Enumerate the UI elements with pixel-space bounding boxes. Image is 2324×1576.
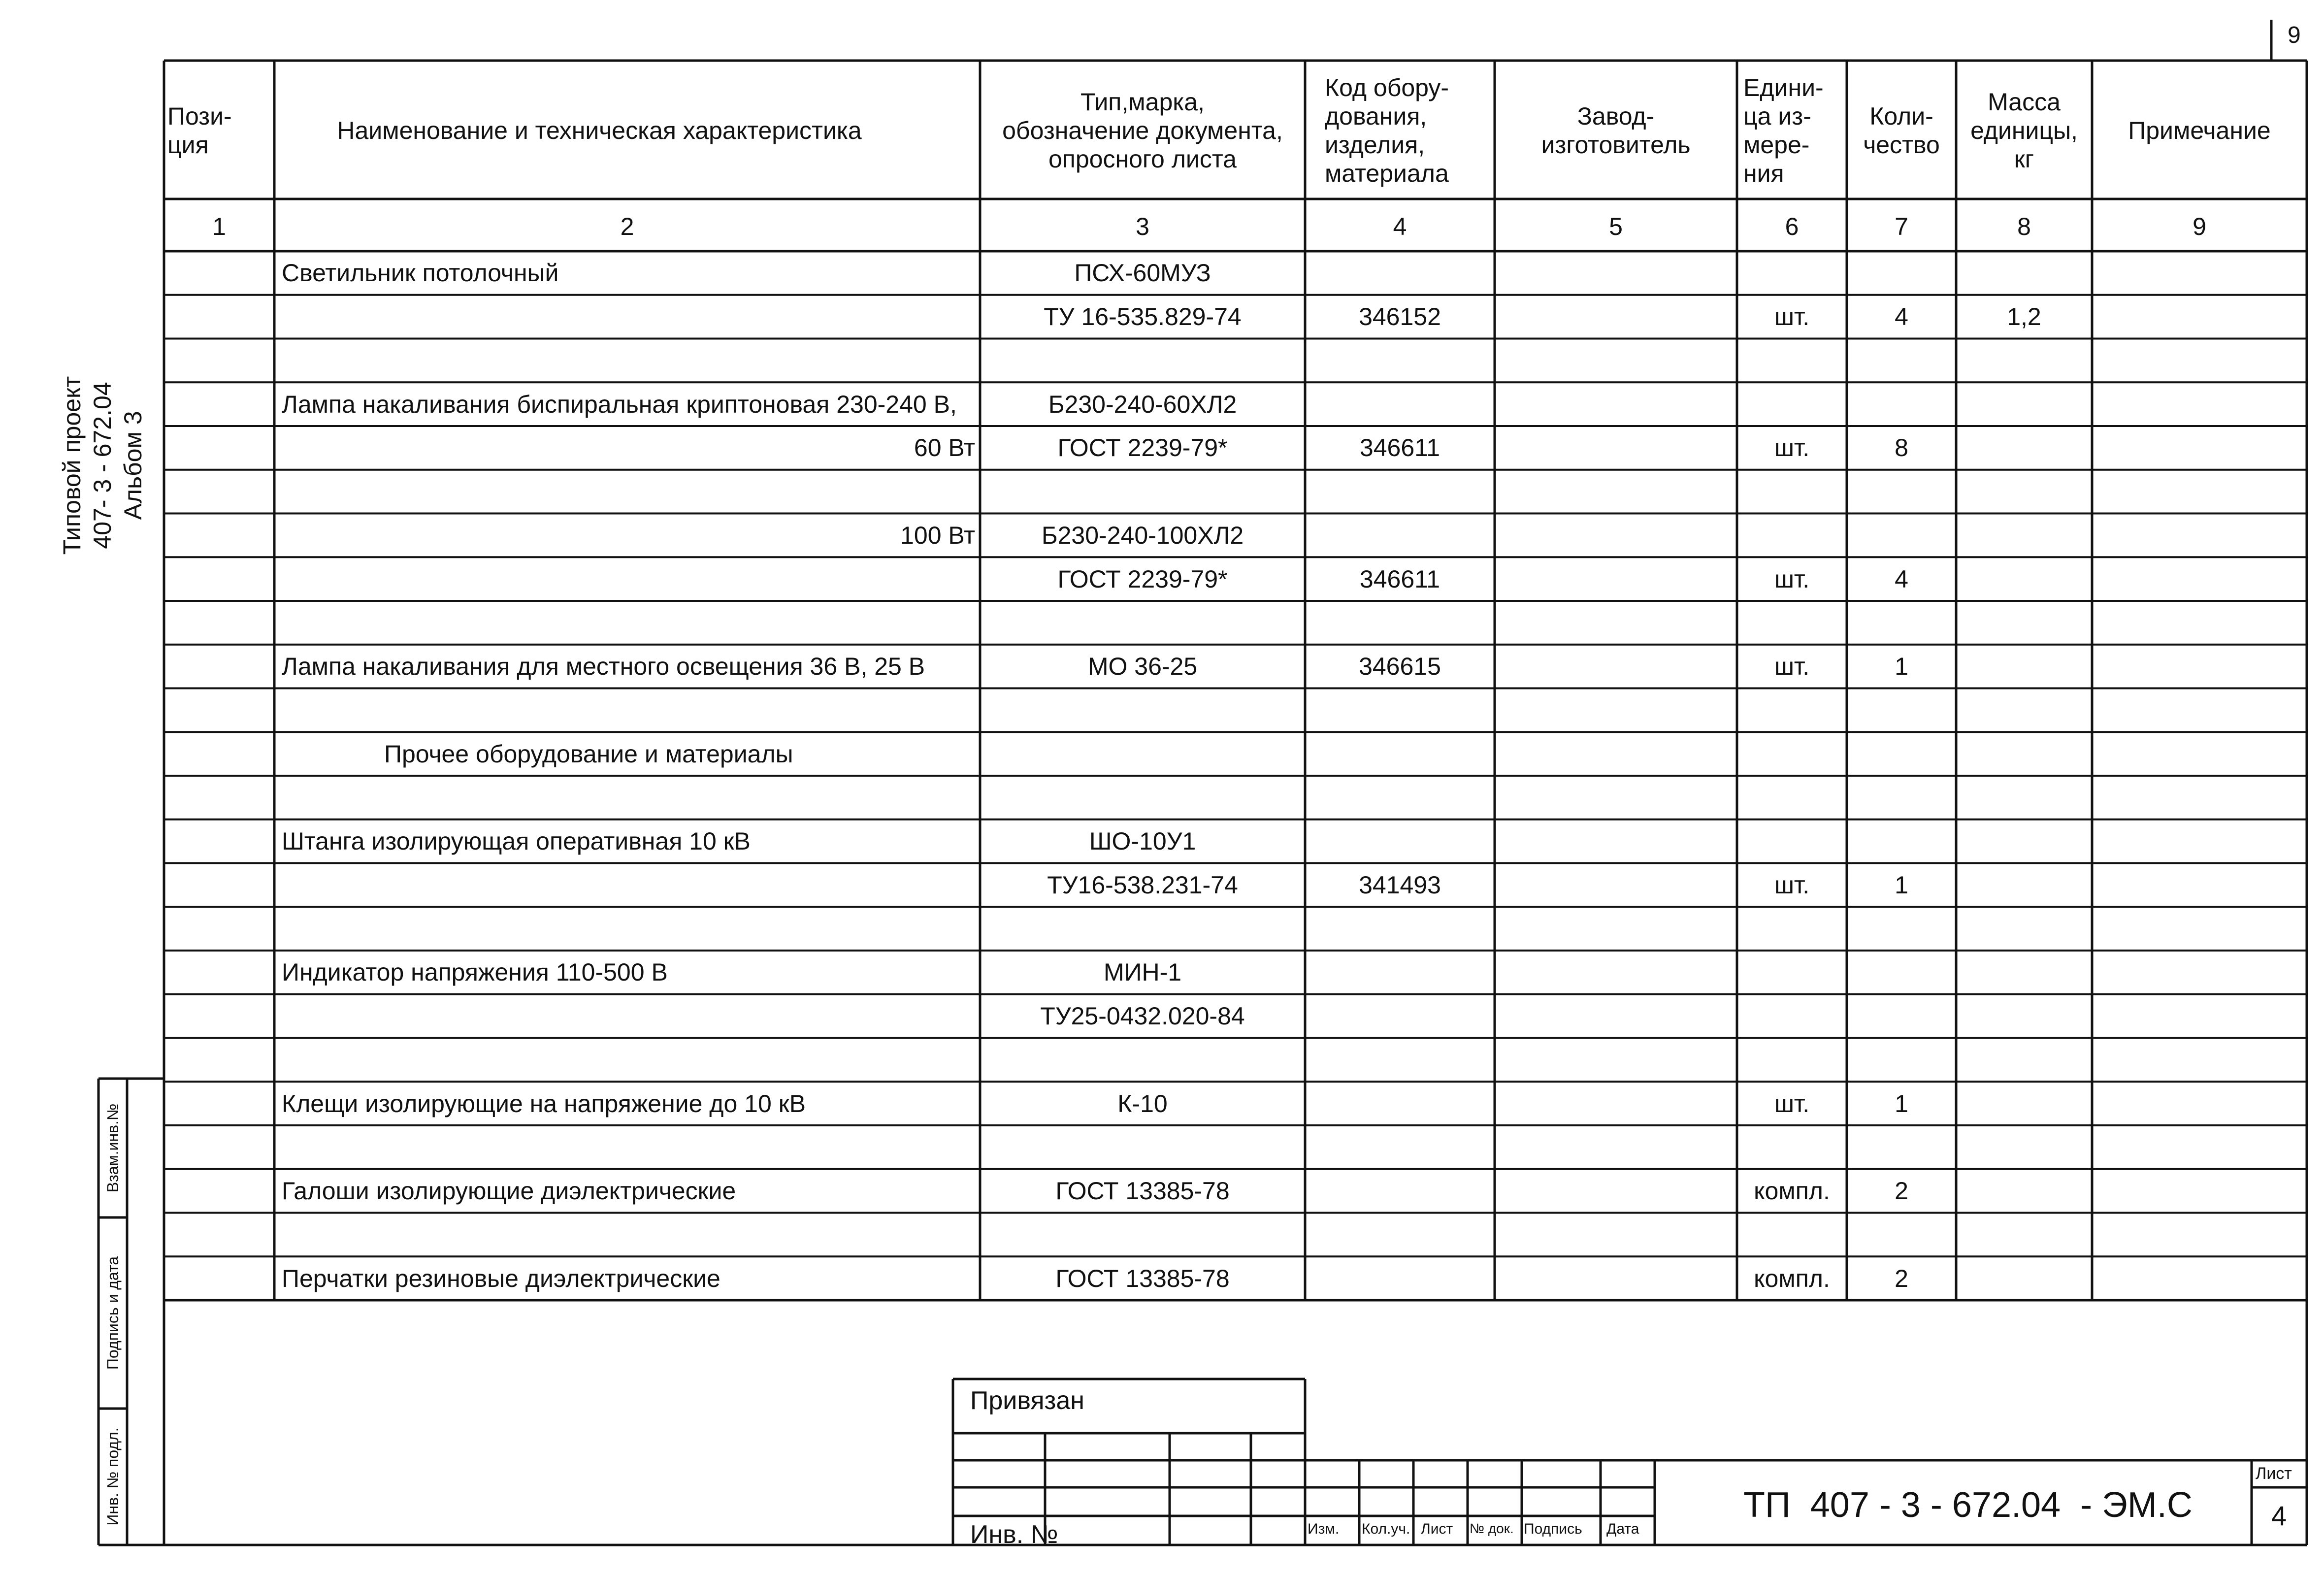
header-position: Пози- ция [167,102,232,159]
column-number: 5 [1609,213,1623,240]
item-qty [1847,514,1956,558]
item-qty: 1 [1895,653,1908,681]
item-code [1305,470,1495,514]
side-stamp-line2: 407- 3 - 672.04 [89,382,116,549]
item-mass [1956,339,2092,383]
item-mass [1956,426,2092,470]
item-mass [1956,1038,2092,1082]
item-type: МО 36-25 [1087,653,1198,681]
column-number: 6 [1785,213,1799,240]
item-type [980,1213,1305,1257]
item-code [1305,601,1495,645]
stamp-n-dok: № док. [1470,1521,1514,1536]
item-mass [1956,689,2092,732]
item-unit: компл. [1754,1264,1830,1292]
item-mass [1956,776,2092,820]
table-row [0,1213,2324,1257]
item-type [980,339,1305,383]
item-qty [1847,339,1956,383]
item-unit: шт. [1774,303,1810,331]
stamp-izm: Изм. [1308,1521,1340,1537]
item-unit [1737,994,1847,1038]
item-type [980,689,1305,732]
item-code: 346615 [1359,653,1441,681]
side-stamp-line1: Типовой проект [58,376,86,555]
item-code [1305,994,1495,1038]
item-type [980,1125,1305,1169]
item-mass [1956,1256,2092,1300]
item-name: Лампа накаливания для местного освещения 36 В, 25 В [282,653,925,681]
item-code [1305,514,1495,558]
item-code [1305,689,1495,732]
column-number: 2 [620,213,634,240]
item-code [1305,732,1495,776]
stamp-data: Дата [1606,1521,1639,1537]
item-code: 341493 [1359,871,1441,899]
column-number: 7 [1895,213,1908,240]
item-type [980,732,1305,776]
item-mass [1956,1213,2092,1257]
page-number: 9 [2288,22,2301,48]
item-unit: шт. [1774,871,1810,899]
column-number: 3 [1136,213,1149,240]
sheet-label: Лист [2256,1464,2292,1483]
item-code [1305,339,1495,383]
table-row [0,776,2324,820]
item-type [980,601,1305,645]
table-row [0,601,2324,645]
item-qty [1847,732,1956,776]
item-code [1305,907,1495,951]
item-unit [1737,251,1847,295]
item-unit [1737,820,1847,863]
item-name [282,601,971,645]
item-name [282,470,971,514]
item-unit [1737,470,1847,514]
item-type: МИН-1 [1103,958,1182,986]
item-code: 346611 [1359,565,1440,593]
item-type: ГОСТ 13385-78 [1055,1264,1230,1292]
item-type: ГОСТ 13385-78 [1055,1177,1230,1205]
item-name: Светильник потолочный [282,259,559,287]
table-row [0,251,2324,295]
item-unit: шт. [1774,565,1810,593]
item-type: ТУ25-0432.020-84 [1040,1002,1245,1030]
item-name [282,339,971,383]
header-name: Наименование и техническая характеристика [337,117,862,144]
item-name [282,776,971,820]
item-qty [1847,601,1956,645]
item-name [282,295,971,339]
item-mass [1956,1169,2092,1213]
item-qty [1847,1125,1956,1169]
item-mass [1956,994,2092,1038]
header-mass: Масса единицы, кг [1970,88,2078,173]
item-mass [1956,382,2092,426]
item-qty: 2 [1895,1177,1908,1205]
item-qty [1847,382,1956,426]
item-qty: 1 [1895,1089,1908,1117]
margin-sign-date: Подпись и дата [104,1256,122,1370]
stamp-kol-uch: Кол.уч. [1362,1521,1410,1537]
item-name [282,1213,971,1257]
item-unit [1737,1213,1847,1257]
item-unit [1737,601,1847,645]
item-qty: 4 [1895,565,1908,593]
table-row [0,470,2324,514]
item-mass [1956,645,2092,689]
item-qty [1847,1213,1956,1257]
item-qty [1847,951,1956,994]
item-qty [1847,820,1956,863]
header-qty: Коли- чество [1863,102,1940,159]
item-name [282,1038,971,1082]
item-code [1305,820,1495,863]
item-name: 60 Вт [914,434,975,462]
column-number: 9 [2193,213,2206,240]
item-unit [1737,732,1847,776]
item-unit [1737,382,1847,426]
item-mass [1956,863,2092,907]
item-qty [1847,994,1956,1038]
item-type: ГОСТ 2239-79* [1057,565,1228,593]
item-code: 346152 [1359,303,1441,331]
sheet-number: 4 [2271,1500,2287,1531]
item-type [980,470,1305,514]
item-type: Б230-240-60ХЛ2 [1048,390,1237,418]
table-row [0,339,2324,383]
side-stamp-line3: Альбом 3 [119,411,147,520]
item-qty [1847,776,1956,820]
table-row [0,732,2324,776]
item-name: Лампа накаливания биспиральная криптоновая 230-240 В, [282,390,957,418]
item-code [1305,1125,1495,1169]
item-type: Б230-240-100ХЛ2 [1041,521,1244,549]
margin-vzam-inv: Взам.инв.№ [104,1103,122,1193]
table-row [0,1082,2324,1125]
column-number: 8 [2017,213,2031,240]
item-qty: 4 [1895,303,1908,331]
item-qty: 2 [1895,1264,1908,1292]
table-row [0,951,2324,994]
item-name [282,557,971,601]
item-unit: шт. [1774,1089,1810,1117]
table-row [0,1256,2324,1300]
item-unit [1737,339,1847,383]
item-type [980,1038,1305,1082]
item-mass [1956,514,2092,558]
item-mass [1956,1082,2092,1125]
column-number: 4 [1393,213,1407,240]
item-code [1305,1213,1495,1257]
item-code [1305,1038,1495,1082]
item-name: Индикатор напряжения 110-500 В [282,958,668,986]
item-qty [1847,907,1956,951]
item-code [1305,776,1495,820]
item-code [1305,382,1495,426]
item-unit [1737,514,1847,558]
item-name [282,994,971,1038]
table-row [0,907,2324,951]
item-name: Галоши изолирующие диэлектрические [282,1177,736,1205]
table-row [0,514,2324,558]
item-mass [1956,1125,2092,1169]
item-name: Штанга изолирующая оперативная 10 кВ [282,827,751,855]
item-type: ПСХ-60МУЗ [1074,259,1211,287]
header-unit: Едини- ца из- мере- ния [1743,74,1824,187]
table-row [0,645,2324,689]
stamp-list: Лист [1421,1521,1453,1537]
table-row [0,820,2324,863]
table-row [0,1169,2324,1213]
item-code [1305,1169,1495,1213]
stamp-podpis: Подпись [1524,1521,1582,1537]
item-name: Клещи изолирующие на напряжение до 10 кВ [282,1089,806,1117]
table-row [0,295,2324,339]
item-mass [1956,951,2092,994]
section-heading: Прочее оборудование и материалы [384,740,793,768]
header-note: Примечание [2128,117,2271,144]
item-type: К-10 [1117,1089,1168,1117]
item-code: 346611 [1359,434,1440,462]
inv-no-label: Инв. № [970,1520,1058,1549]
item-mass: 1,2 [2007,303,2041,331]
item-code [1305,251,1495,295]
column-number: 1 [212,213,226,240]
item-name [282,907,971,951]
item-unit: шт. [1774,434,1810,462]
item-name [282,689,971,732]
item-type: ТУ16-538.231-74 [1047,871,1238,899]
table-row [0,689,2324,732]
table-row [0,382,2324,426]
table-row [0,994,2324,1038]
header-maker: Завод- изготовитель [1541,102,1691,159]
item-qty: 1 [1895,871,1908,899]
item-code [1305,1256,1495,1300]
item-unit: компл. [1754,1177,1830,1205]
item-unit [1737,689,1847,732]
item-name [282,863,971,907]
item-qty [1847,470,1956,514]
item-mass [1956,907,2092,951]
item-qty [1847,251,1956,295]
item-unit [1737,1038,1847,1082]
item-unit [1737,907,1847,951]
item-mass [1956,557,2092,601]
item-qty [1847,689,1956,732]
item-unit [1737,776,1847,820]
item-qty: 8 [1895,434,1908,462]
item-name: Перчатки резиновые диэлектрические [282,1264,720,1292]
table-row [0,1038,2324,1082]
item-type: ТУ 16-535.829-74 [1044,303,1242,331]
item-type [980,907,1305,951]
header-code: Код обору- дования, изделия, материала [1325,74,1449,187]
table-row [0,1125,2324,1169]
item-code [1305,1082,1495,1125]
privyazan-label: Привязан [970,1386,1085,1415]
item-unit: шт. [1774,653,1810,681]
item-mass [1956,470,2092,514]
margin-inv-podl: Инв. № подл. [104,1427,122,1526]
item-type: ШО-10У1 [1089,827,1196,855]
item-type: ГОСТ 2239-79* [1057,434,1228,462]
item-mass [1956,732,2092,776]
document-designation: ТП 407 - 3 - 672.04 - ЭМ.С [1743,1485,2193,1525]
item-mass [1956,251,2092,295]
table-row [0,426,2324,470]
item-unit [1737,1125,1847,1169]
item-code [1305,951,1495,994]
table-row [0,863,2324,907]
item-name [282,1125,971,1169]
table-row [0,557,2324,601]
item-unit [1737,951,1847,994]
item-mass [1956,601,2092,645]
item-mass [1956,820,2092,863]
header-type: Тип,марка, обозначение документа, опросного листа [1002,88,1283,173]
item-name: 100 Вт [900,521,975,549]
item-type [980,776,1305,820]
item-qty [1847,1038,1956,1082]
